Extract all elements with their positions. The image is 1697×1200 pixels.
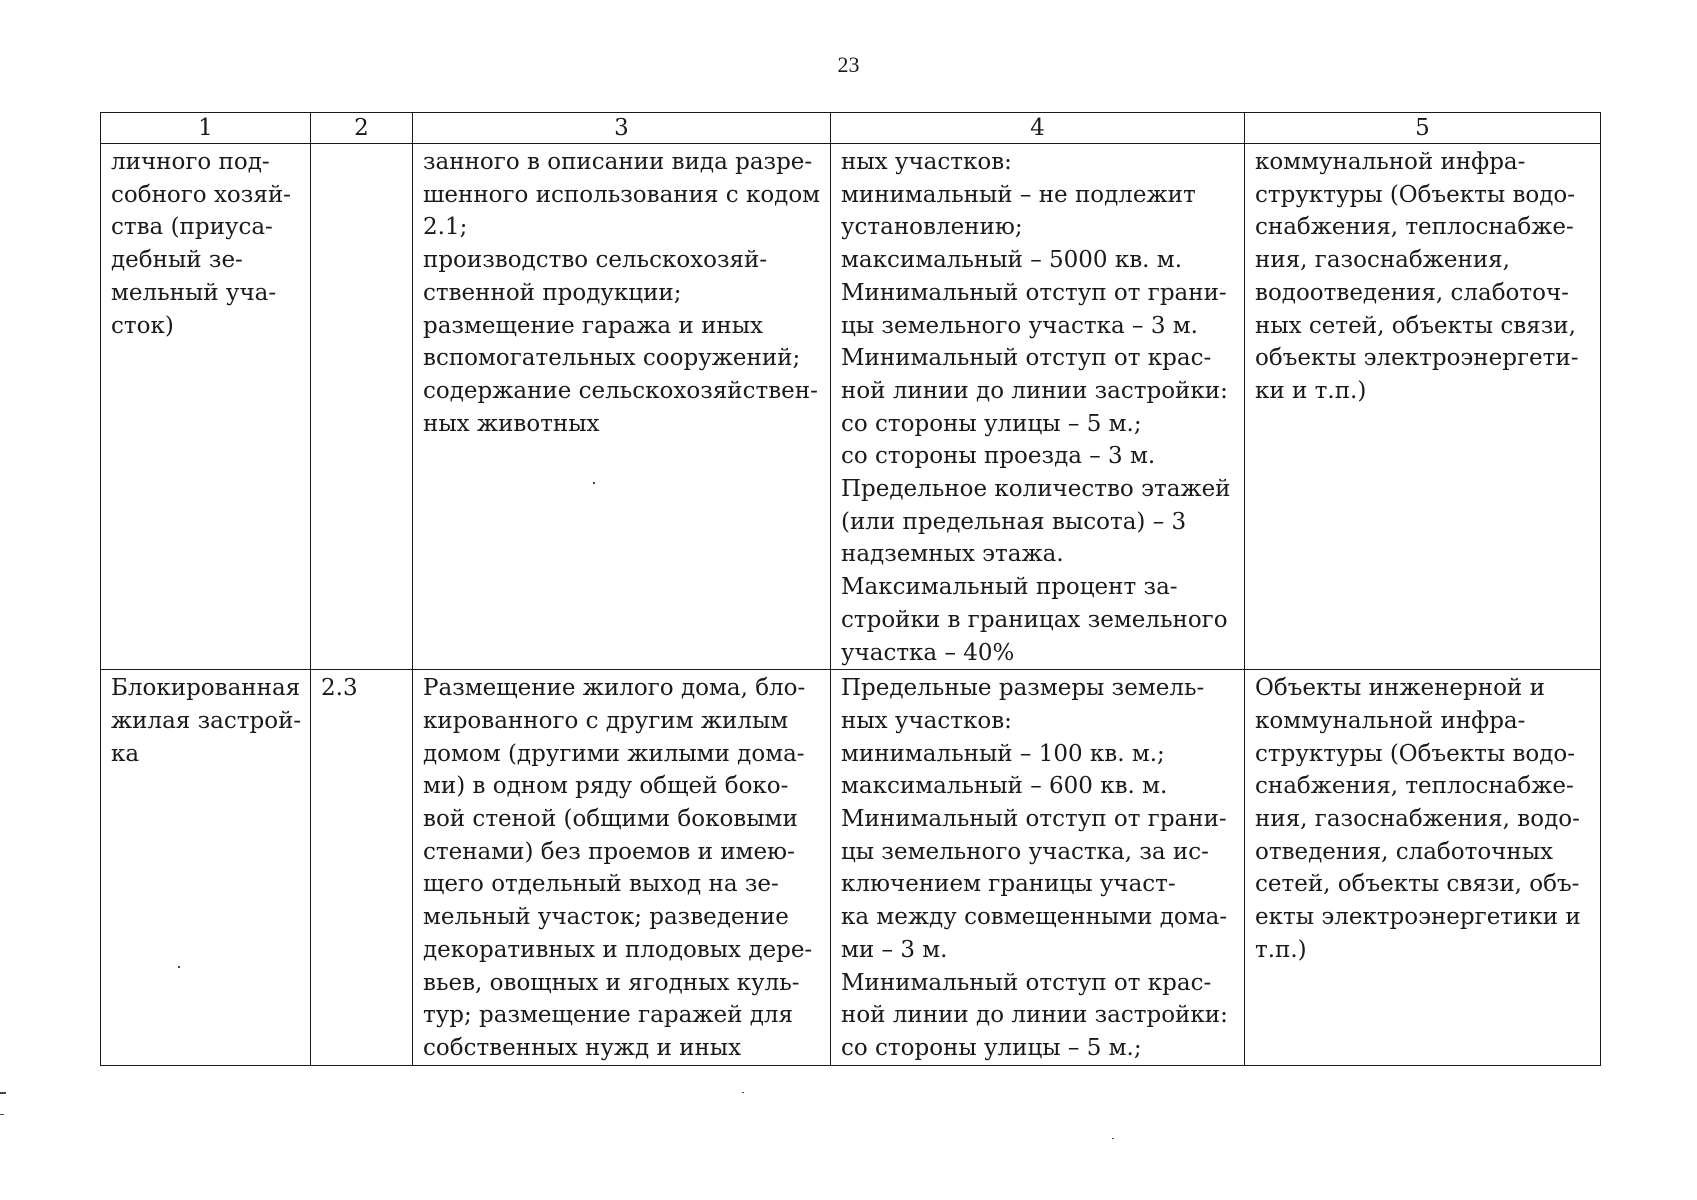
cell-text-line: вспомогательных сооружений;	[423, 345, 801, 372]
land-use-code-cell	[311, 144, 413, 670]
cell-text-line: жилая застрой-	[111, 707, 302, 734]
cell-text-line: мельный участок; разведение	[423, 904, 789, 931]
cell-text-line: ных животных	[423, 410, 600, 437]
scan-speck	[178, 966, 180, 968]
land-use-code-cell	[311, 670, 413, 1065]
cell-text-line: вой стеной (общими боковыми	[423, 806, 798, 833]
cell-text-line: со стороны улицы – 5 м.;	[841, 1034, 1142, 1061]
cell-text-line: домом (другими жилыми дома-	[423, 740, 805, 767]
parameters-cell	[831, 670, 1245, 1065]
cell-text-line: ми – 3 м.	[841, 936, 948, 963]
cell-text-line: ка	[111, 740, 140, 767]
cell-text-line: сток)	[111, 312, 174, 339]
cell-text-line: занного в описании вида разре-	[423, 149, 813, 175]
column-number-header-row	[101, 113, 1601, 144]
land-use-description-cell	[413, 144, 831, 670]
cell-text-line: ключением границы участ-	[841, 871, 1176, 898]
column-header-4: 4	[831, 113, 1245, 144]
cell-text-line: производство сельскохозяй-	[423, 247, 768, 274]
cell-text-line: собного хозяй-	[111, 181, 291, 208]
cell-text-line: ка между совмещенными дома-	[841, 904, 1228, 931]
cell-text-line: Блокированная	[111, 675, 301, 702]
cell-text-line: Объекты инженерной и	[1255, 675, 1545, 702]
cell-text-line: декоративных и плодовых дере-	[423, 936, 813, 963]
cell-text-line: ния, газоснабжения,	[1255, 247, 1510, 274]
land-use-name-cell	[101, 144, 311, 670]
scan-speck	[593, 482, 595, 484]
cell-text-line: минимальный – 100 кв. м.;	[841, 740, 1165, 767]
cell-text-line: цы земельного участка – 3 м.	[841, 312, 1198, 339]
cell-text-line: водоотведения, слаботоч-	[1255, 279, 1569, 306]
cell-text-line: ных участков:	[841, 149, 1012, 175]
land-use-name-cell	[101, 670, 311, 1065]
cell-text-line: со стороны проезда – 3 м.	[841, 443, 1156, 470]
cell-text-line: собственных нужд и иных	[423, 1034, 742, 1061]
cell-text-line: Минимальный отступ от грани-	[841, 806, 1227, 833]
column-header-5: 5	[1245, 113, 1601, 144]
cell-text-line: Предельное количество этажей	[841, 476, 1231, 503]
cell-text-line: структуры (Объекты водо-	[1255, 740, 1576, 767]
cell-text-line: содержание сельскохозяйствен-	[423, 377, 818, 404]
cell-text-line: ной линии до линии застройки:	[841, 377, 1228, 404]
cell-text-line: коммунальной инфра-	[1255, 149, 1526, 175]
cell-text-line: екты электроэнергетики и	[1255, 904, 1581, 931]
column-header-2: 2	[311, 113, 413, 144]
infrastructure-cell	[1245, 670, 1601, 1065]
cell-text-line: ных участков:	[841, 707, 1012, 734]
scan-speck	[0, 1092, 6, 1094]
cell-text-line: снабжения, теплоснабже-	[1255, 773, 1574, 800]
cell-text-line: 2.1;	[423, 214, 468, 241]
cell-text-line: ки и т.п.)	[1255, 377, 1367, 404]
table-row	[101, 670, 1601, 1065]
parameters-cell	[831, 144, 1245, 670]
cell-text-line: ных сетей, объекты связи,	[1255, 312, 1576, 339]
cell-text-line: Минимальный отступ от крас-	[841, 345, 1212, 372]
cell-text-line: установлению;	[841, 214, 1023, 241]
infrastructure-cell	[1245, 144, 1601, 670]
cell-text-line: Размещение жилого дома, бло-	[423, 675, 806, 702]
cell-text-line: стройки в границах земельного	[841, 606, 1228, 633]
cell-text-line: отведения, слаботочных	[1255, 838, 1553, 865]
cell-text-line: личного под-	[111, 149, 270, 175]
cell-text-line: шенного использования с кодом	[423, 181, 821, 208]
column-header-3: 3	[413, 113, 831, 144]
cell-text-line: размещение гаража и иных	[423, 312, 764, 339]
cell-text-line: Предельные размеры земель-	[841, 675, 1205, 702]
cell-text-line: дебный зе-	[111, 247, 243, 274]
cell-text-line: со стороны улицы – 5 м.;	[841, 410, 1142, 437]
cell-text-line: цы земельного участка, за ис-	[841, 838, 1209, 865]
scan-speck	[0, 1114, 4, 1115]
cell-text-line: ной линии до линии застройки:	[841, 1002, 1228, 1029]
cell-text-line: мельный уча-	[111, 279, 277, 306]
cell-text-line: снабжения, теплоснабже-	[1255, 214, 1574, 241]
scan-speck	[742, 1092, 744, 1093]
table-row	[101, 144, 1601, 670]
zoning-regulations-table	[100, 112, 1601, 1066]
cell-text-line: кированного с другим жилым	[423, 707, 789, 734]
cell-text-line: ми) в одном ряду общей боко-	[423, 773, 789, 800]
cell-text-line: 2.3	[321, 675, 358, 702]
page-number: 23	[837, 52, 860, 77]
column-header-1: 1	[101, 113, 311, 144]
land-use-description-cell	[413, 670, 831, 1065]
cell-text-line: надземных этажа.	[841, 541, 1064, 568]
cell-text-line: коммунальной инфра-	[1255, 707, 1526, 734]
cell-text-line: сетей, объекты связи, объ-	[1255, 871, 1580, 898]
cell-text-line: Минимальный отступ от грани-	[841, 279, 1227, 306]
cell-text-line: структуры (Объекты водо-	[1255, 181, 1576, 208]
cell-text-line: вьев, овощных и ягодных куль-	[423, 969, 800, 996]
cell-text-line: Минимальный отступ от крас-	[841, 969, 1212, 996]
cell-text-line: тур; размещение гаражей для	[423, 1002, 793, 1029]
scan-speck	[1112, 1138, 1114, 1139]
cell-text-line: максимальный – 5000 кв. м.	[841, 247, 1183, 274]
cell-text-line: ства (приуса-	[111, 214, 273, 241]
cell-text-line: т.п.)	[1255, 936, 1307, 963]
cell-text-line: Максимальный процент за-	[841, 574, 1178, 601]
cell-text-line: стенами) без проемов и имею-	[423, 838, 795, 865]
cell-text-line: (или предельная высота) – 3	[841, 508, 1187, 535]
cell-text-line: ственной продукции;	[423, 279, 682, 306]
cell-text-line: объекты электроэнергети-	[1255, 345, 1579, 372]
cell-text-line: минимальный – не подлежит	[841, 181, 1196, 208]
cell-text-line: ния, газоснабжения, водо-	[1255, 806, 1580, 833]
cell-text-line: щего отдельный выход на зе-	[423, 871, 779, 898]
cell-text-line: максимальный – 600 кв. м.	[841, 773, 1168, 800]
cell-text-line: участка – 40%	[841, 639, 1015, 666]
